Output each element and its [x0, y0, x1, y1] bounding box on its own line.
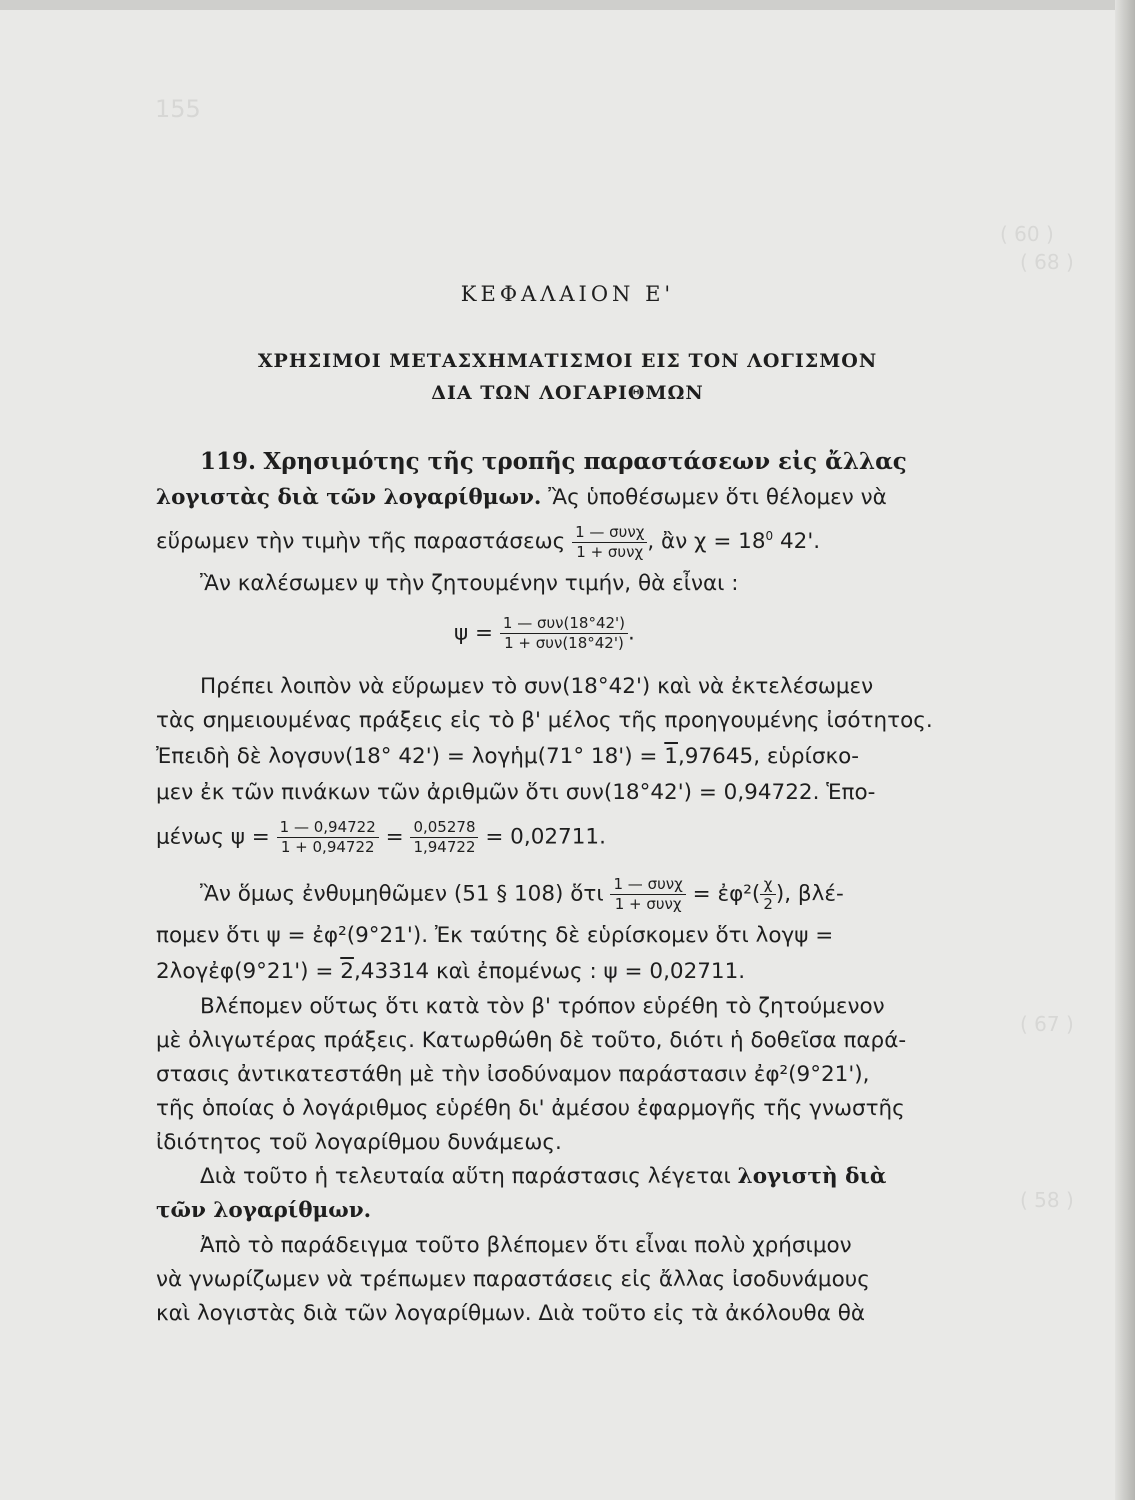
chapter-title-line-1: ΧΡΗΣΙΜΟΙ ΜΕΤΑΣΧΗΜΑΤΙΣΜΟΙ ΕΙΣ ΤΟΝ ΛΟΓΙΣΜΟΝ [257, 350, 878, 372]
paragraph-line-3: εὕρωμεν τὴν τιμὴν τῆς παραστάσεως $\frac{\text{1 — συνχ}}{\text{1 + συνχ}}$ , ἂν $\chi = 18^0$ 42'. [156, 522, 821, 561]
equation-psi-lhs: ψ = [454, 620, 494, 646]
paragraph-line-14: Βλέπομεν οὕτως ὅτι κατὰ τὸν β' τρόπον εὑρέθη τὸ ζητούμενον [200, 994, 885, 1019]
fraction-x-numerator: χ [763, 875, 773, 893]
paragraph-line-7: τὰς σημειουμένας πράξεις εἰς τὸ β' μέλος τῆς προηγουμένης ἰσότητος. [156, 708, 933, 733]
equation-psi: ψ = $\frac{\text{1 — συν(18°42')}}{\text{1 + συν(18°42')}}$ . [454, 614, 635, 652]
paragraph-line-18: ἰδιότητος τοῦ λογαρίθμου δυνάμεως. [156, 1130, 562, 1155]
paragraph-line-8 [156, 743, 859, 771]
paragraph-line-13 [156, 958, 745, 986]
line-13-bar-digit: 2 [340, 959, 354, 984]
fraction-expression [572, 523, 647, 562]
line-11-mid: = ἐφ²( [692, 881, 761, 907]
equation-psi-denominator: 1 + συν(18°42') [500, 633, 628, 653]
line-19-b: λογιστὴ διὰ [737, 1164, 887, 1189]
paragraph-line-19 [200, 1163, 886, 1191]
equation-psi-fraction [500, 614, 628, 653]
equation-psi-numerator: 1 — συν(18°42') [502, 614, 626, 632]
line-3-post-2: 42'. [773, 529, 821, 555]
fraction-denominator: 1 + συνχ [572, 542, 647, 562]
page-right-edge [1115, 0, 1135, 1500]
line-19-a: Διὰ τοῦτο ἡ τελευταία αὕτη παράστασις λέγεται [200, 1164, 738, 1189]
line-3-post: , ἂν χ = 18 [647, 529, 766, 555]
bleed-eq-number-b: ( 68 ) [1020, 250, 1074, 274]
line-3-pre: εὕρωμεν τὴν τιμὴν τῆς παραστάσεως [156, 529, 566, 555]
chapter-heading: ΚΕΦΑΛΑΙΟΝ Ε' [460, 282, 675, 306]
paragraph-line-10: μένως ψ = $\frac{1 — 0,94722}{1 + 0,94722}$ = $\frac{0,05278}{1,94722}$ = 0,02711. [156, 818, 606, 856]
fraction-3-numerator: 1 — συνχ [613, 875, 683, 893]
fraction-2 [410, 818, 478, 857]
bleed-eq-number-c: ( 67 ) [1020, 1012, 1074, 1036]
line-13-a: 2λογἐφ(9°21') = [156, 959, 341, 984]
line-11-pre: Ἂν ὅμως ἐνθυμηθῶμεν (51 § 108) ὅτι [200, 881, 604, 907]
paragraph-line-21: Ἀπὸ τὸ παράδειγμα τοῦτο βλέπομεν ὅτι εἶναι πολὺ χρήσιμον [200, 1233, 852, 1258]
line-13-b: ,43314 καὶ ἐπομένως : ψ = 0,02711. [353, 959, 746, 984]
section-heading-line-1 [200, 448, 907, 476]
page-top-edge [0, 0, 1135, 10]
line-8-a: Ἐπειδὴ δὲ λογσυν(18° 42') = λογἡμ(71° 18') = [156, 744, 665, 769]
line-2-tail: Ἂς ὑποθέσωμεν ὅτι θέλομεν νὰ [548, 485, 887, 510]
bleed-page-number: 155 [155, 95, 201, 123]
section-heading-b: λογιστὰς διὰ τῶν λογαρίθμων. [156, 485, 542, 510]
bleed-eq-number-a: ( 60 ) [1000, 222, 1054, 246]
fraction-1 [277, 818, 379, 857]
line-8-bar-digit: 1 [664, 744, 678, 769]
bleed-eq-number-d: ( 58 ) [1020, 1188, 1074, 1212]
paragraph-line-2 [156, 484, 887, 512]
line-10-pre: μένως ψ = [156, 824, 270, 850]
paragraph-line-23: καὶ λογιστὰς διὰ τῶν λογαρίθμων. Διὰ τοῦτο εἰς τὰ ἀκόλουθα θὰ [156, 1301, 866, 1326]
fraction-numerator: 1 — συνχ [575, 522, 645, 541]
paragraph-line-17: τῆς ὁποίας ὁ λογάριθμος εὑρέθη δι' ἀμέσου ἐφαρμογῆς τῆς γνωστῆς [156, 1096, 905, 1121]
paragraph-line-9: μεν ἐκ τῶν πινάκων τῶν ἀριθμῶν ὅτι συν(18°42') = 0,94722. Ἑπο- [156, 780, 876, 805]
section-number: 119. [200, 448, 257, 475]
fraction-3 [610, 875, 685, 914]
fraction-x-half [760, 875, 776, 914]
fraction-2-denominator: 1,94722 [410, 837, 478, 857]
fraction-x-denominator: 2 [760, 894, 776, 914]
paragraph-line-15: μὲ ὀλιγωτέρας πράξεις. Κατωρθώθη δὲ τοῦτο, διότι ἡ δοθεῖσα παρά- [156, 1028, 907, 1053]
fraction-1-numerator: 1 — 0,94722 [279, 818, 376, 836]
line-11-post: ), βλέ- [775, 881, 844, 907]
fraction-3-denominator: 1 + συνχ [610, 894, 685, 914]
paragraph-line-6: Πρέπει λοιπὸν νὰ εὕρωμεν τὸ συν(18°42') καὶ νὰ ἐκτελέσωμεν [200, 674, 874, 699]
paragraph-line-22: νὰ γνωρίζωμεν νὰ τρέπωμεν παραστάσεις εἰς ἄλλας ἰσοδυνάμους [156, 1267, 870, 1292]
chapter-title-line-2: ΔΙΑ ΤΩΝ ΛΟΓΑΡΙΘΜΩΝ [431, 382, 704, 404]
paragraph-line-16: στασις ἀντικατεστάθη μὲ τὴν ἰσοδύναμον παράστασιν ἐφ²(9°21'), [156, 1062, 870, 1087]
paragraph-line-12: πομεν ὅτι ψ = ἐφ²(9°21'). Ἐκ ταύτης δὲ εὑρίσκομεν ὅτι λογψ = [156, 923, 834, 948]
section-heading-a: Χρησιμότης τῆς τροπῆς παραστάσεων εἰς ἄλλας [263, 448, 907, 475]
paragraph-line-20: τῶν λογαρίθμων. [156, 1198, 372, 1223]
fraction-1-denominator: 1 + 0,94722 [277, 837, 379, 857]
line-8-b: ,97645, εὑρίσκο- [677, 744, 860, 769]
line-10-post: = 0,02711. [485, 824, 606, 850]
paragraph-line-4: Ἂν καλέσωμεν ψ τὴν ζητουμένην τιμήν, θὰ εἶναι : [200, 571, 739, 596]
fraction-2-numerator: 0,05278 [413, 818, 476, 836]
paragraph-line-11 [200, 875, 844, 914]
